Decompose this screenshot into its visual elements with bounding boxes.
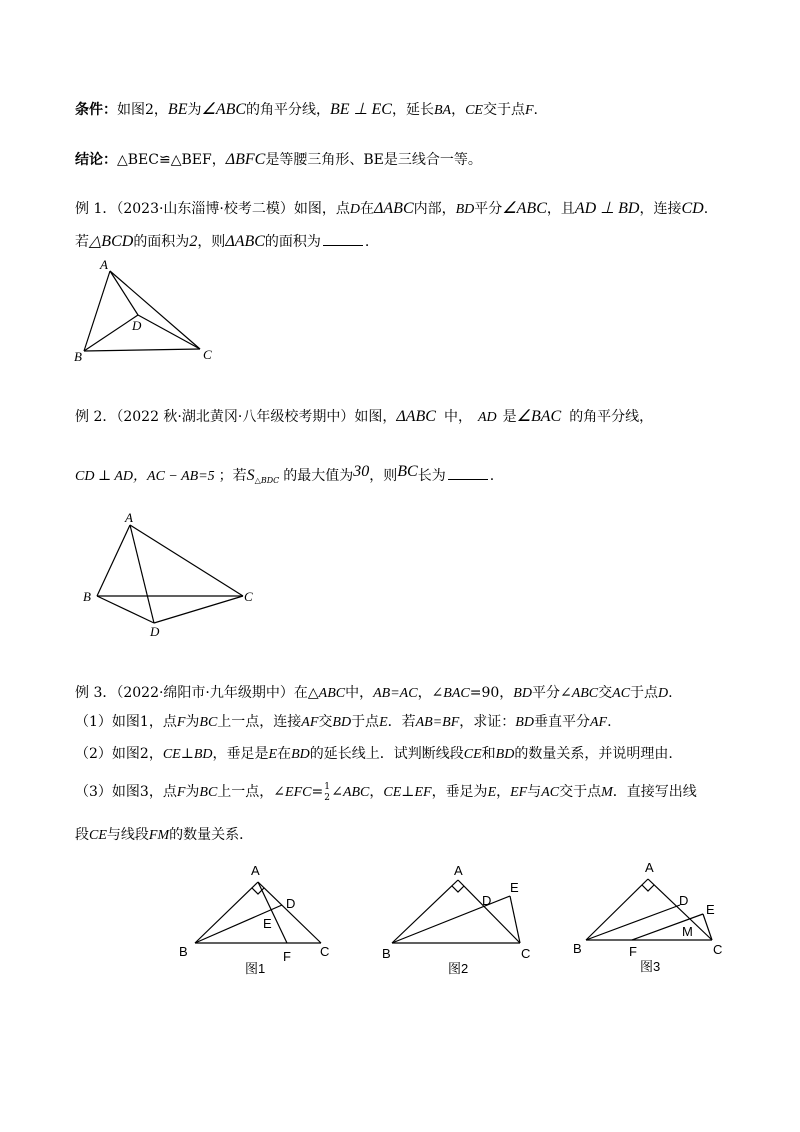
condition-label: 条件： bbox=[75, 102, 117, 118]
vertex-label: A bbox=[125, 510, 133, 525]
condition-line: 条件：如图2，BE为∠ABC的角平分线，BE ⊥ EC，延长BA，CE交于点F. bbox=[75, 101, 538, 118]
vertex-label: D bbox=[132, 318, 142, 333]
vertex-label: B bbox=[573, 941, 582, 956]
example-3-figure-3 bbox=[570, 855, 735, 980]
vertex-label: B bbox=[83, 589, 91, 604]
vertex-label: A bbox=[454, 863, 463, 878]
vertex-label: E bbox=[510, 880, 519, 895]
vertex-label: E bbox=[263, 916, 272, 931]
conclusion-line: 结论：△BEC≌△BEF，ΔBFC是等腰三角形、BE是三线合一等。 bbox=[75, 151, 482, 168]
vertex-label: B bbox=[74, 349, 82, 364]
figure-caption: 图2 bbox=[448, 961, 469, 976]
vertex-label: A bbox=[100, 257, 108, 272]
vertex-label: C bbox=[203, 347, 212, 362]
vertex-label: D bbox=[150, 624, 160, 639]
vertex-label: C bbox=[713, 942, 723, 957]
example-3-figure-2 bbox=[378, 855, 548, 980]
vertex-label: B bbox=[382, 946, 391, 961]
example-2-figure bbox=[75, 505, 265, 645]
example-3-line-5: 段CE与线段FM的数量关系． bbox=[75, 827, 254, 843]
figure-caption: 图1 bbox=[245, 961, 266, 976]
example-3-line-3: （2）如图2，CE⊥BD，垂足是E在BD的延长线上．试判断线段CE和BD的数量关系，并说明理由. bbox=[75, 746, 673, 762]
figure-caption: 图3 bbox=[640, 959, 661, 974]
vertex-label: M bbox=[682, 924, 693, 939]
example-3-figure-1 bbox=[175, 855, 340, 980]
example-3-line-1: 例 3．（2022·绵阳市·九年级期中）在△ABC中，AB=AC，∠BAC=90，BD平分∠ABC交AC于点D. bbox=[75, 685, 673, 701]
example-3-line-2: （1）如图1，点F为BC上一点，连接AF交BD于点E．若AB=BF，求证：BD垂直平分AF. bbox=[75, 714, 612, 730]
example-2-line-2: CD ⊥ AD，AC − AB=5 ；若$S_{\triangle BDC}$ 的最大值为30，则BC长为 . bbox=[75, 463, 495, 485]
vertex-label: D bbox=[286, 896, 296, 911]
example-3-line-4: （3）如图3，点F为BC上一点，∠EFC= 1 2 ∠ABC，CE⊥EF，垂足为E，EF与AC交于点M．直接写出线 bbox=[75, 782, 697, 803]
answer-blank bbox=[323, 231, 363, 246]
fraction-half: 1 2 bbox=[324, 782, 330, 803]
vertex-label: D bbox=[679, 893, 689, 908]
answer-blank bbox=[448, 465, 488, 480]
vertex-label: E bbox=[706, 902, 715, 917]
conclusion-label: 结论： bbox=[75, 152, 117, 168]
vertex-label: C bbox=[244, 589, 253, 604]
vertex-label: A bbox=[645, 860, 654, 875]
vertex-label: F bbox=[629, 944, 637, 959]
example-2-line-1: 例 2．（2022 秋·湖北黄冈·八年级校考期中）如图，ΔABC 中， AD 是∠BAC 的角平分线， bbox=[75, 408, 654, 425]
vertex-label: B bbox=[179, 944, 188, 959]
example-1-figure bbox=[70, 255, 230, 365]
vertex-label: F bbox=[283, 949, 291, 964]
example-1-line-1: 例 1．（2023·山东淄博·校考二模）如图，点D在ΔABC内部，BD平分∠ABC，且AD ⊥ BD，连接CD. bbox=[75, 200, 709, 217]
example-1-line-2: 若△BCD的面积为2，则ΔABC的面积为 . bbox=[75, 233, 370, 250]
vertex-label: C bbox=[320, 944, 330, 959]
vertex-label: A bbox=[251, 863, 260, 878]
vertex-label: C bbox=[521, 946, 531, 961]
vertex-label: D bbox=[482, 893, 492, 908]
